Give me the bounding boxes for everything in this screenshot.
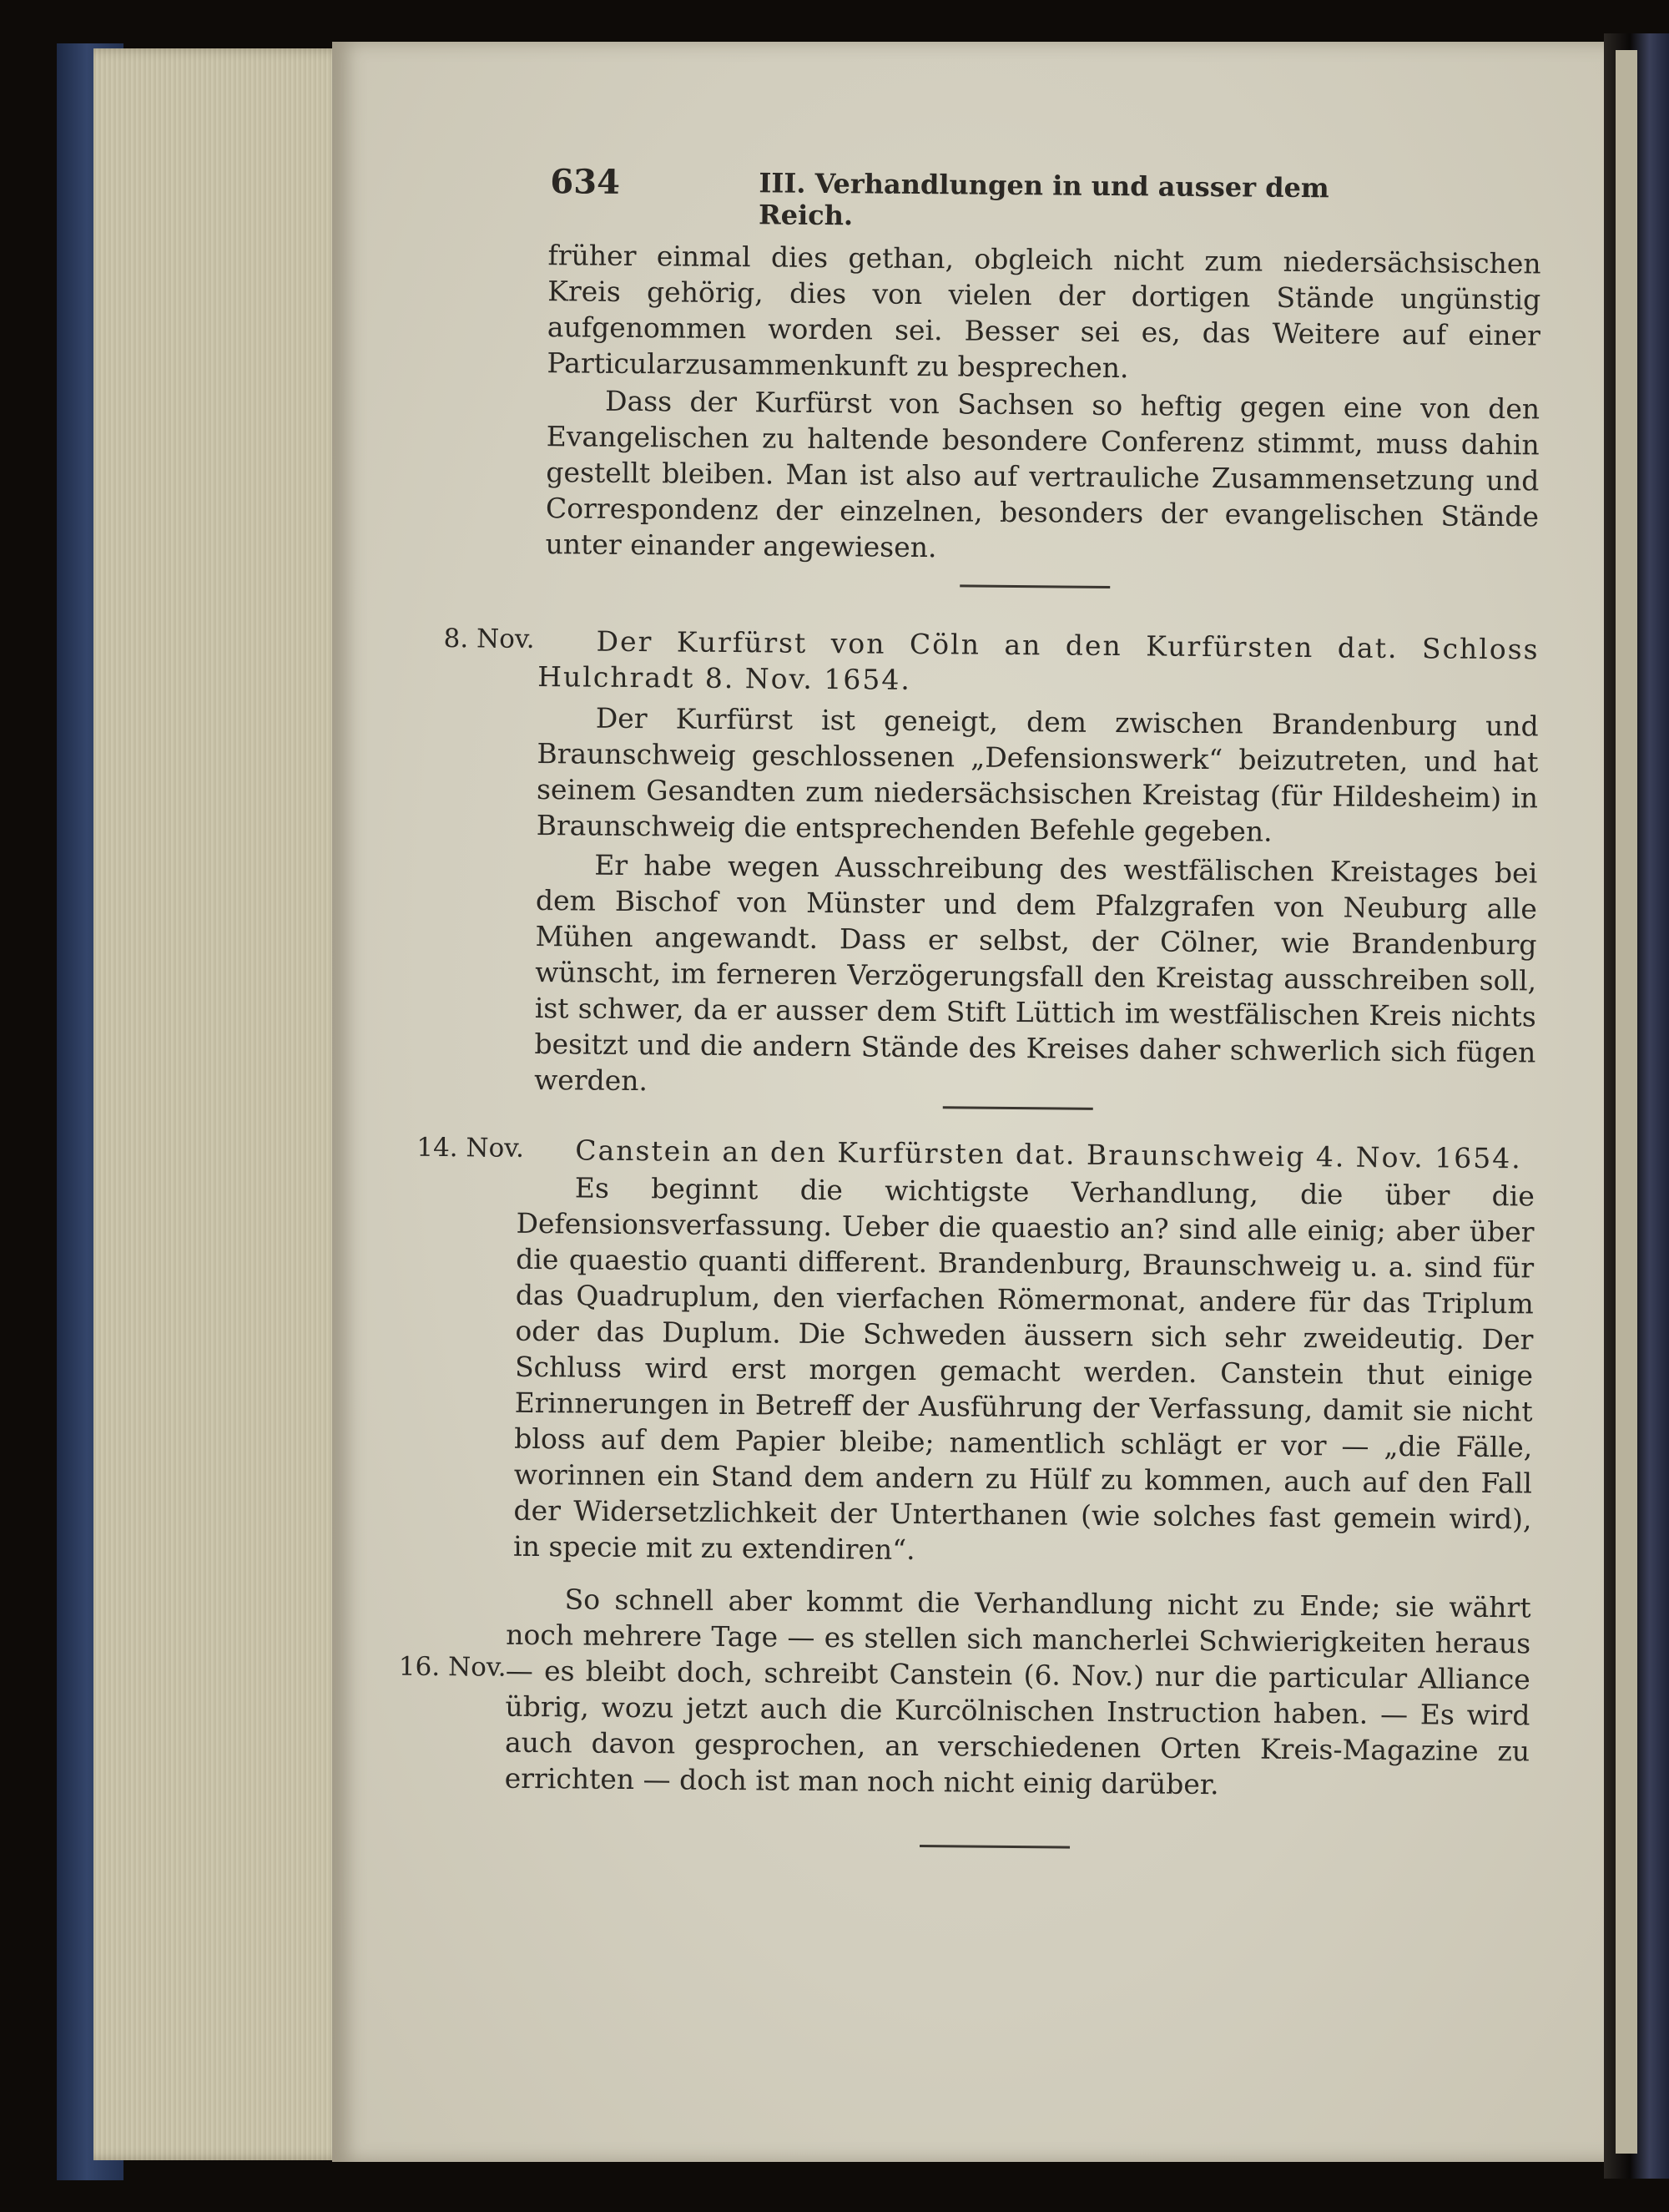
entry-2-paragraph-1: Es beginnt die wichtigste Verhandlung, die über die Defensionsverfassung. Ueber die quaestio an? sind alle einig; aber über die quaestio quanti different. Brandenburg, Braunschweig u. a. sind für das Quadruplum, den vierfachen Römermonat, andere für das Triplum oder das Duplum. Die Schweden äussern sich sehr zweideutig. Der Schluss wird erst morgen gemacht werden. Canstein thut einige Erinnerungen in Betreff der Ausführung der Verfassung, damit sie nicht bloss auf dem Papier bleibe; namentlich schlägt er vor — „die Fälle, worinnen ein Stand dem andern zu Hülf zu kommen, auch auf den Fall der Widersetzlichkeit der Unterthanen (wie solches fast gemein wird), in specie mit zu extendiren“. <box>512 1171 1535 1566</box>
page-header <box>550 162 1384 232</box>
section-divider-2 <box>943 1106 1093 1110</box>
margin-date-entry-3: 16. Nov. <box>398 1651 507 1683</box>
continuation-paragraph-2: Dass der Kurfürst von Sachsen so heftig gegen eine von den Evangelischen zu haltende besondere Conferenz stimmt, muss dahin gestellt bleiben. Man ist also auf vertrauliche Zusammensetzung und Correspondenz der einzelnen, besonders der evangelischen Stände unter einander angewiesen. <box>545 384 1540 564</box>
entry-1-paragraph-2: Er habe wegen Ausschreibung des westfälischen Kreistages bei dem Bischof von Münster und dem Pfalzgrafen von Neuburg alle Mühen angewandt. Dass er selbst, der Cölner, wie Brandenburg wünscht, im ferneren Verzögerungsfall den Kreistag ausschreiben soll, ist schwer, da er ausser dem Stift Lüttich im westfälischen Kreis nichts besitzt und die andern Stände des Kreises daher schwerlich sich fügen werden. <box>533 848 1538 1098</box>
continuation-paragraph-1: früher einmal dies gethan, obgleich nicht zum niedersächsischen Kreis gehörig, dies von vielen der dortigen Stände ungünstig aufgenommen worden sei. Besser sei es, das Weitere auf einer Particularzusammenkunft zu besprechen. <box>547 239 1541 385</box>
entry-2-heading: Canstein an den Kurfürsten dat. Braunschweig 4. Nov. 1654. <box>575 1134 1522 1175</box>
running-head: III. Verhandlungen in und ausser dem Reich. <box>758 167 1329 232</box>
margin-date-entry-1: 8. Nov. <box>443 624 535 654</box>
section-divider-3 <box>920 1845 1070 1849</box>
page-number: 634 <box>550 162 621 202</box>
entry-1-paragraph-1: Der Kurfürst ist geneigt, dem zwischen Brandenburg und Braunschweig geschlossenen „Defensionswerk“ beizutreten, und hat seinem Gesandten zum niedersächsischen Kreistag (für Hildesheim) in Braunschweig die entsprechenden Befehle gegeben. <box>536 701 1539 848</box>
margin-date-entry-2: 14. Nov. <box>416 1132 525 1164</box>
entry-3-paragraph-1: So schnell aber kommt die Verhandlung nicht zu Ende; sie währt noch mehrere Tage — es stellen sich mancherlei Schwierigkeiten heraus — es bleibt doch, schreibt Canstein (6. Nov.) nur die particular Alliance übrig, wozu jetzt auch die Kurcölnischen Instruction haben. — Es wird auch davon gesprochen, an verschiedenen Orten Kreis-Magazine zu errichten — doch ist man noch nicht einig darüber. <box>504 1583 1531 1801</box>
section-divider-1 <box>960 584 1110 588</box>
entry-1-heading: Der Kurfürst von Cöln an den Kurfürsten dat. Schloss Hulchradt 8. Nov. 1654. <box>537 624 1540 696</box>
